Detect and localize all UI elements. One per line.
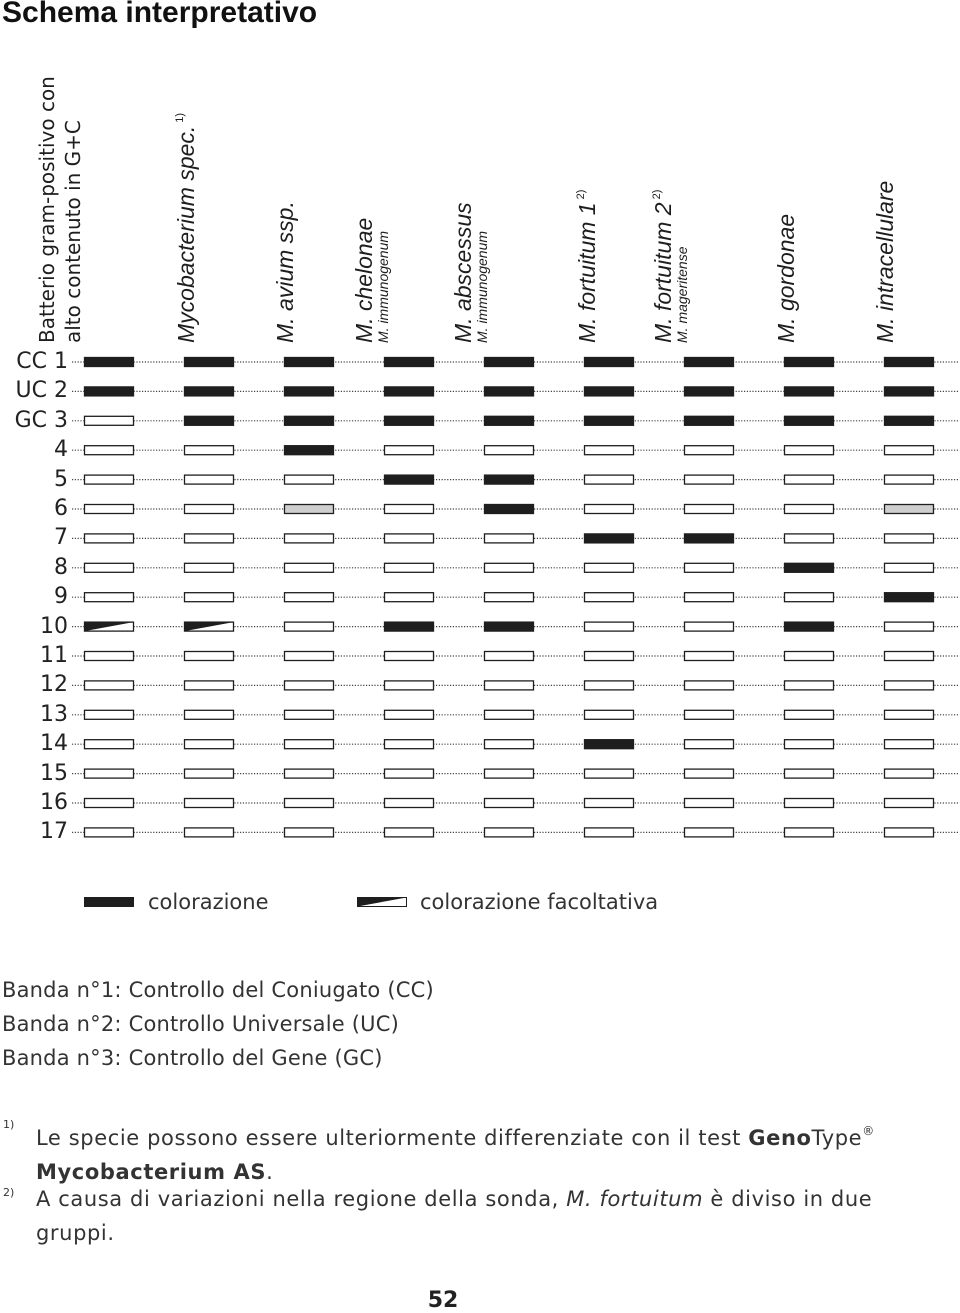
band-empty <box>285 799 334 808</box>
band-empty <box>785 652 834 661</box>
band-empty <box>485 769 534 778</box>
band-empty <box>185 769 234 778</box>
row-label: 9 <box>54 584 68 610</box>
column-header-line2: M. immunogenum <box>474 230 490 343</box>
band-empty <box>485 446 534 455</box>
band-empty <box>585 475 634 484</box>
band-empty <box>785 828 834 837</box>
band-empty <box>385 534 434 543</box>
band-colored <box>885 416 934 425</box>
band-empty <box>385 710 434 719</box>
band-colored <box>585 358 634 367</box>
band-empty <box>185 593 234 602</box>
band-colored <box>485 387 534 396</box>
band-empty <box>585 828 634 837</box>
band-empty <box>785 446 834 455</box>
footnote-1-mark: 1) <box>3 1118 15 1131</box>
column-header-line2: M. mageritense <box>674 246 690 343</box>
band-colored <box>85 358 134 367</box>
column-header-line1: Batterio gram-positivo con <box>35 76 59 343</box>
band-empty <box>885 681 934 690</box>
band-empty <box>285 681 334 690</box>
band-info-3: Banda n°3: Controllo del Gene (GC) <box>2 1046 383 1070</box>
row-label: GC 3 <box>14 407 68 433</box>
band-empty <box>485 652 534 661</box>
band-empty <box>585 769 634 778</box>
band-colored <box>585 740 634 749</box>
band-empty <box>785 475 834 484</box>
band-colored <box>385 387 434 396</box>
band-empty <box>685 475 734 484</box>
footnote-1-end: . <box>266 1160 274 1184</box>
registered-mark: ® <box>862 1124 875 1138</box>
band-empty <box>185 505 234 514</box>
band-empty <box>285 563 334 572</box>
band-empty <box>185 446 234 455</box>
band-empty <box>285 740 334 749</box>
band-empty <box>785 799 834 808</box>
band-empty <box>785 505 834 514</box>
band-empty <box>285 769 334 778</box>
band-colored <box>885 387 934 396</box>
band-empty <box>385 446 434 455</box>
column-header-line1: M. fortuitum 2 <box>650 202 676 343</box>
row-label: 11 <box>40 643 68 668</box>
band-empty <box>685 593 734 602</box>
band-empty <box>285 652 334 661</box>
band-colored <box>885 593 934 602</box>
band-empty <box>385 828 434 837</box>
row-label: 16 <box>40 790 68 815</box>
band-colored <box>585 416 634 425</box>
footnote-ref: 2) <box>575 189 587 200</box>
band-empty <box>285 710 334 719</box>
band-empty <box>585 593 634 602</box>
band-empty <box>85 652 134 661</box>
page-number: 52 <box>427 1288 459 1313</box>
band-colored <box>485 505 534 514</box>
band-empty <box>585 681 634 690</box>
band-colored <box>485 622 534 631</box>
row-label: 13 <box>40 701 68 727</box>
band-colored <box>385 358 434 367</box>
band-empty <box>485 563 534 572</box>
band-empty <box>785 710 834 719</box>
band-empty <box>885 740 934 749</box>
band-colored <box>685 416 734 425</box>
band-empty <box>385 740 434 749</box>
band-empty <box>485 534 534 543</box>
column-header-line1: M. gordonae <box>773 213 799 343</box>
band-empty <box>685 622 734 631</box>
band-empty <box>585 505 634 514</box>
band-colored <box>885 358 934 367</box>
band-grey <box>285 505 334 514</box>
legend-optional-label: colorazione facoltativa <box>420 890 659 914</box>
band-colored <box>185 387 234 396</box>
band-empty <box>385 652 434 661</box>
column-header-line1: Mycobacterium spec. <box>173 125 199 343</box>
product-name: Mycobacterium AS <box>36 1160 267 1184</box>
band-empty <box>185 799 234 808</box>
band-colored <box>385 622 434 631</box>
band-empty <box>185 681 234 690</box>
band-colored <box>185 416 234 425</box>
band-empty <box>485 593 534 602</box>
band-empty <box>85 475 134 484</box>
band-empty <box>185 475 234 484</box>
band-empty <box>885 769 934 778</box>
band-empty <box>485 740 534 749</box>
band-empty <box>85 446 134 455</box>
band-empty <box>185 740 234 749</box>
band-colored <box>785 387 834 396</box>
band-empty <box>385 563 434 572</box>
legend-colored-swatch <box>84 897 136 909</box>
band-empty <box>485 828 534 837</box>
band-empty <box>85 740 134 749</box>
band-colored <box>385 416 434 425</box>
band-empty <box>685 446 734 455</box>
band-colored <box>685 534 734 543</box>
band-empty <box>385 681 434 690</box>
footnote-2-text: A causa di variazioni nella regione della sonda, <box>36 1187 567 1211</box>
row-label: 15 <box>40 760 68 786</box>
legend-optional-swatch <box>357 897 409 909</box>
band-colored <box>285 358 334 367</box>
band-empty <box>85 505 134 514</box>
band-colored <box>285 446 334 455</box>
band-colored <box>385 475 434 484</box>
band-empty <box>785 534 834 543</box>
band-empty <box>685 652 734 661</box>
band-empty <box>185 710 234 719</box>
band-empty <box>485 799 534 808</box>
band-empty <box>685 563 734 572</box>
band-empty <box>885 828 934 837</box>
band-empty <box>585 710 634 719</box>
band-empty <box>185 828 234 837</box>
band-empty <box>885 534 934 543</box>
band-colored <box>685 387 734 396</box>
column-header-line1: M. chelonae <box>351 217 377 343</box>
band-empty <box>785 740 834 749</box>
row-label: 10 <box>40 613 68 639</box>
column-header-line1: M. avium ssp. <box>272 201 298 343</box>
brand-geno: Geno <box>748 1126 812 1150</box>
band-empty <box>85 769 134 778</box>
row-label: 14 <box>40 731 68 757</box>
band-colored <box>485 475 534 484</box>
band-empty <box>85 534 134 543</box>
band-empty <box>385 593 434 602</box>
band-empty <box>885 710 934 719</box>
band-colored <box>585 534 634 543</box>
band-empty <box>85 828 134 837</box>
row-label: 12 <box>40 672 68 698</box>
column-header-line1: M. abscessus <box>450 202 476 343</box>
band-empty <box>85 681 134 690</box>
band-empty <box>85 710 134 719</box>
band-info-2: Banda n°2: Controllo Universale (UC) <box>2 1012 400 1036</box>
band-empty <box>585 563 634 572</box>
band-colored <box>785 416 834 425</box>
band-empty <box>385 505 434 514</box>
band-colored <box>85 387 134 396</box>
band-empty <box>85 563 134 572</box>
band-empty <box>685 828 734 837</box>
band-colored <box>285 387 334 396</box>
column-header-line1: M. intracellulare <box>872 180 898 343</box>
column-header-line2: alto contenuto in G+C <box>61 120 85 343</box>
row-label: 5 <box>54 466 68 492</box>
band-colored <box>785 563 834 572</box>
row-label: 8 <box>54 554 68 580</box>
footnote-2-text-end: è diviso in due <box>703 1187 873 1211</box>
band-empty <box>185 563 234 572</box>
band-empty <box>685 681 734 690</box>
species-name: M. fortuitum <box>566 1187 704 1211</box>
band-grey <box>885 505 934 514</box>
band-empty <box>785 769 834 778</box>
band-empty <box>285 475 334 484</box>
band-empty <box>285 622 334 631</box>
brand-type: Type <box>811 1126 863 1150</box>
band-colored <box>285 416 334 425</box>
band-colored <box>485 358 534 367</box>
band-colored <box>185 358 234 367</box>
footnote-ref: 2) <box>651 189 663 200</box>
footnote-1 <box>36 1114 875 1189</box>
band-empty <box>85 593 134 602</box>
band-empty <box>885 563 934 572</box>
band-empty <box>385 769 434 778</box>
band-empty <box>685 769 734 778</box>
band-colored <box>785 358 834 367</box>
band-empty <box>185 534 234 543</box>
band-colored <box>485 416 534 425</box>
row-label: 7 <box>54 525 68 551</box>
band-empty <box>485 710 534 719</box>
row-label: 6 <box>54 496 68 521</box>
column-header-line2: M. immunogenum <box>375 230 391 343</box>
footnote-2 <box>36 1182 872 1250</box>
footnote-1-text: Le specie possono essere ulteriormente differenziate con il test <box>36 1126 749 1150</box>
footnote-2-line2: gruppi. <box>36 1221 115 1245</box>
row-label: 4 <box>54 437 68 463</box>
band-info-1: Banda n°1: Controllo del Coniugato (CC) <box>2 978 434 1002</box>
band-empty <box>185 652 234 661</box>
column-header-line1: M. fortuitum 1 <box>574 202 600 343</box>
band-colored <box>585 387 634 396</box>
row-label: UC 2 <box>15 378 68 404</box>
band-empty <box>885 799 934 808</box>
band-empty <box>285 534 334 543</box>
band-colored <box>785 622 834 631</box>
row-label: 17 <box>40 819 68 845</box>
legend-colored-label: colorazione <box>148 890 269 914</box>
band-empty <box>485 681 534 690</box>
band-empty <box>885 446 934 455</box>
band-empty <box>585 446 634 455</box>
band-empty <box>285 593 334 602</box>
band-empty <box>585 799 634 808</box>
band-empty <box>285 828 334 837</box>
band-empty <box>685 710 734 719</box>
band-empty <box>585 622 634 631</box>
page-title: Schema interpretativo <box>2 0 318 29</box>
band-empty <box>785 681 834 690</box>
band-empty <box>685 799 734 808</box>
band-empty <box>885 622 934 631</box>
band-colored <box>685 358 734 367</box>
row-label: CC 1 <box>16 349 68 374</box>
band-empty <box>385 799 434 808</box>
band-empty <box>785 593 834 602</box>
band-empty <box>885 475 934 484</box>
band-empty <box>685 505 734 514</box>
band-empty <box>585 652 634 661</box>
footnote-ref: 1) <box>174 112 186 123</box>
band-empty <box>685 740 734 749</box>
footnote-2-mark: 2) <box>3 1186 15 1199</box>
band-empty <box>85 799 134 808</box>
band-empty <box>885 652 934 661</box>
band-empty <box>85 416 134 425</box>
